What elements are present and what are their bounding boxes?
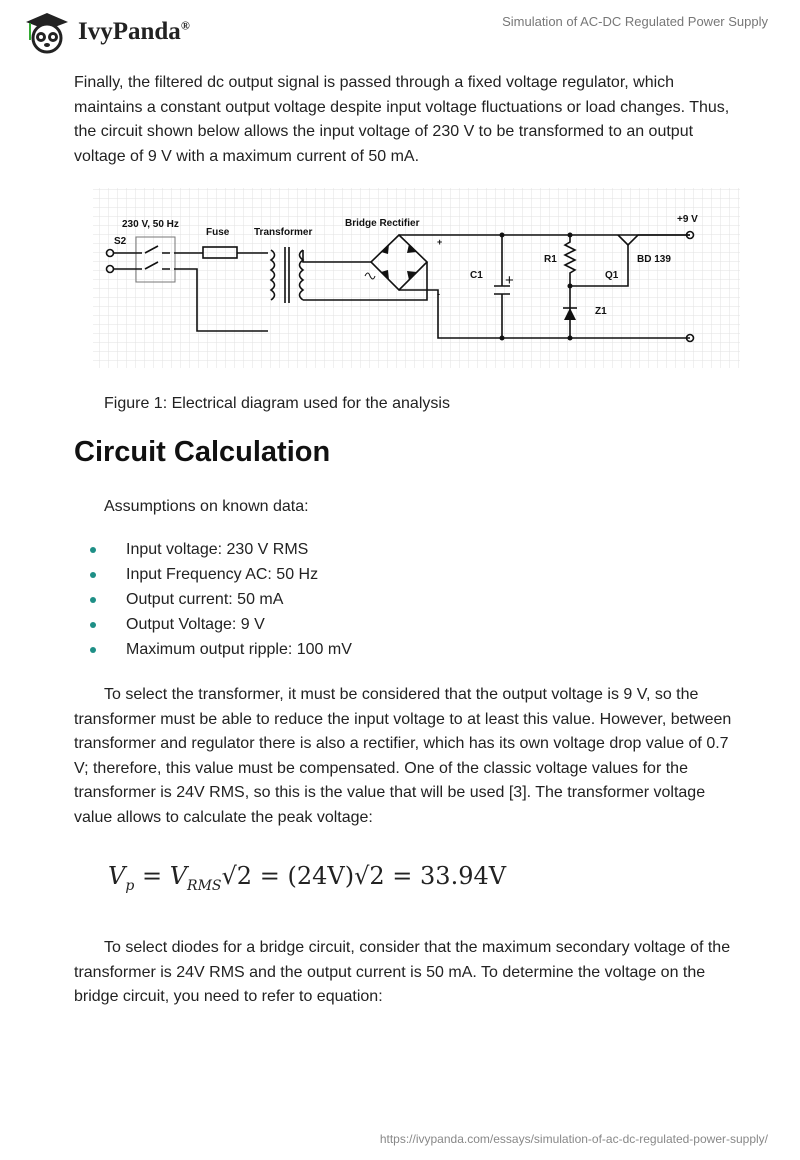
diagram-grid <box>93 188 740 368</box>
paragraph-regulator: Finally, the filtered dc output signal is passed through a fixed voltage regulator, which maintains a constant output voltage despite input voltage fluctuations or load changes. Thus, the circuit shown below allows the input voltage of 230 V to be transformed to an output voltage of 9 V with a maximum current of 50 mA. <box>74 74 730 165</box>
label-fuse: Fuse <box>206 227 230 238</box>
bullet-icon <box>90 547 96 553</box>
logo-text: IvyPanda <box>78 18 181 45</box>
label-r1: R1 <box>544 254 557 265</box>
list-item-text: Maximum output ripple: 100 mV <box>126 641 352 658</box>
label-transformer: Transformer <box>254 227 313 238</box>
list-item-text: Input Frequency AC: 50 Hz <box>126 566 319 583</box>
footer-url[interactable]: https://ivypanda.com/essays/simulation-of-ac-dc-regulated-power-supply/ <box>379 1132 768 1146</box>
equation-peak-voltage: $V_p = V_{RMS}√2 = (24V)√2 = 33.94V$ <box>108 862 507 894</box>
label-minus: - <box>437 289 440 299</box>
label-cap-plus: + <box>505 272 514 289</box>
section-heading: Circuit Calculation <box>74 436 331 468</box>
list-item <box>74 562 352 587</box>
list-item-text: Input voltage: 230 V RMS <box>126 541 309 558</box>
bullet-icon <box>90 597 96 603</box>
paragraph-diodes: To select diodes for a bridge circuit, consider that the maximum secondary voltage of the transformer is 24V RMS and the output current is 50 mA. To determine the voltage on the bridge circuit, you need to refer to equation: <box>74 939 731 1005</box>
list-item-text: Output current: 50 mA <box>126 591 284 608</box>
list-item <box>74 537 352 562</box>
label-bridge: Bridge Rectifier <box>345 218 420 229</box>
bullet-icon <box>90 647 96 653</box>
assumptions-label: Assumptions on known data: <box>104 498 309 515</box>
document-title: Simulation of AC-DC Regulated Power Supply <box>502 14 768 29</box>
label-source: 230 V, 50 Hz <box>122 219 179 230</box>
figure-caption: Figure 1: Electrical diagram used for the analysis <box>104 395 450 412</box>
label-plus: + <box>437 237 443 247</box>
list-item <box>74 587 352 612</box>
circuit-diagram <box>0 0 800 380</box>
list-item <box>74 637 352 662</box>
assumptions-list <box>74 537 352 662</box>
label-q1: Q1 <box>605 270 619 281</box>
bullet-icon <box>90 572 96 578</box>
label-bd139: BD 139 <box>637 254 671 265</box>
paragraph-transformer: To select the transformer, it must be considered that the output voltage is 9 V, so the transformer must be able to reduce the input voltage to at least this value. However, between transformer and regulator there is also a rectifier, which has its own voltage drop value of 0.7 V; therefore, this value must be compensated. One of the classic voltage values for the transformer is 24V RMS, so this is the value that will be used [3]. The transformer voltage value allows to calculate the peak voltage: <box>74 686 732 826</box>
list-item-text: Output Voltage: 9 V <box>126 616 265 633</box>
registered-mark: ® <box>180 18 190 33</box>
label-c1: C1 <box>470 270 483 281</box>
label-z1: Z1 <box>595 306 607 317</box>
list-item <box>74 612 352 637</box>
label-output: +9 V <box>677 214 698 225</box>
bullet-icon <box>90 622 96 628</box>
label-s2: S2 <box>114 236 127 247</box>
